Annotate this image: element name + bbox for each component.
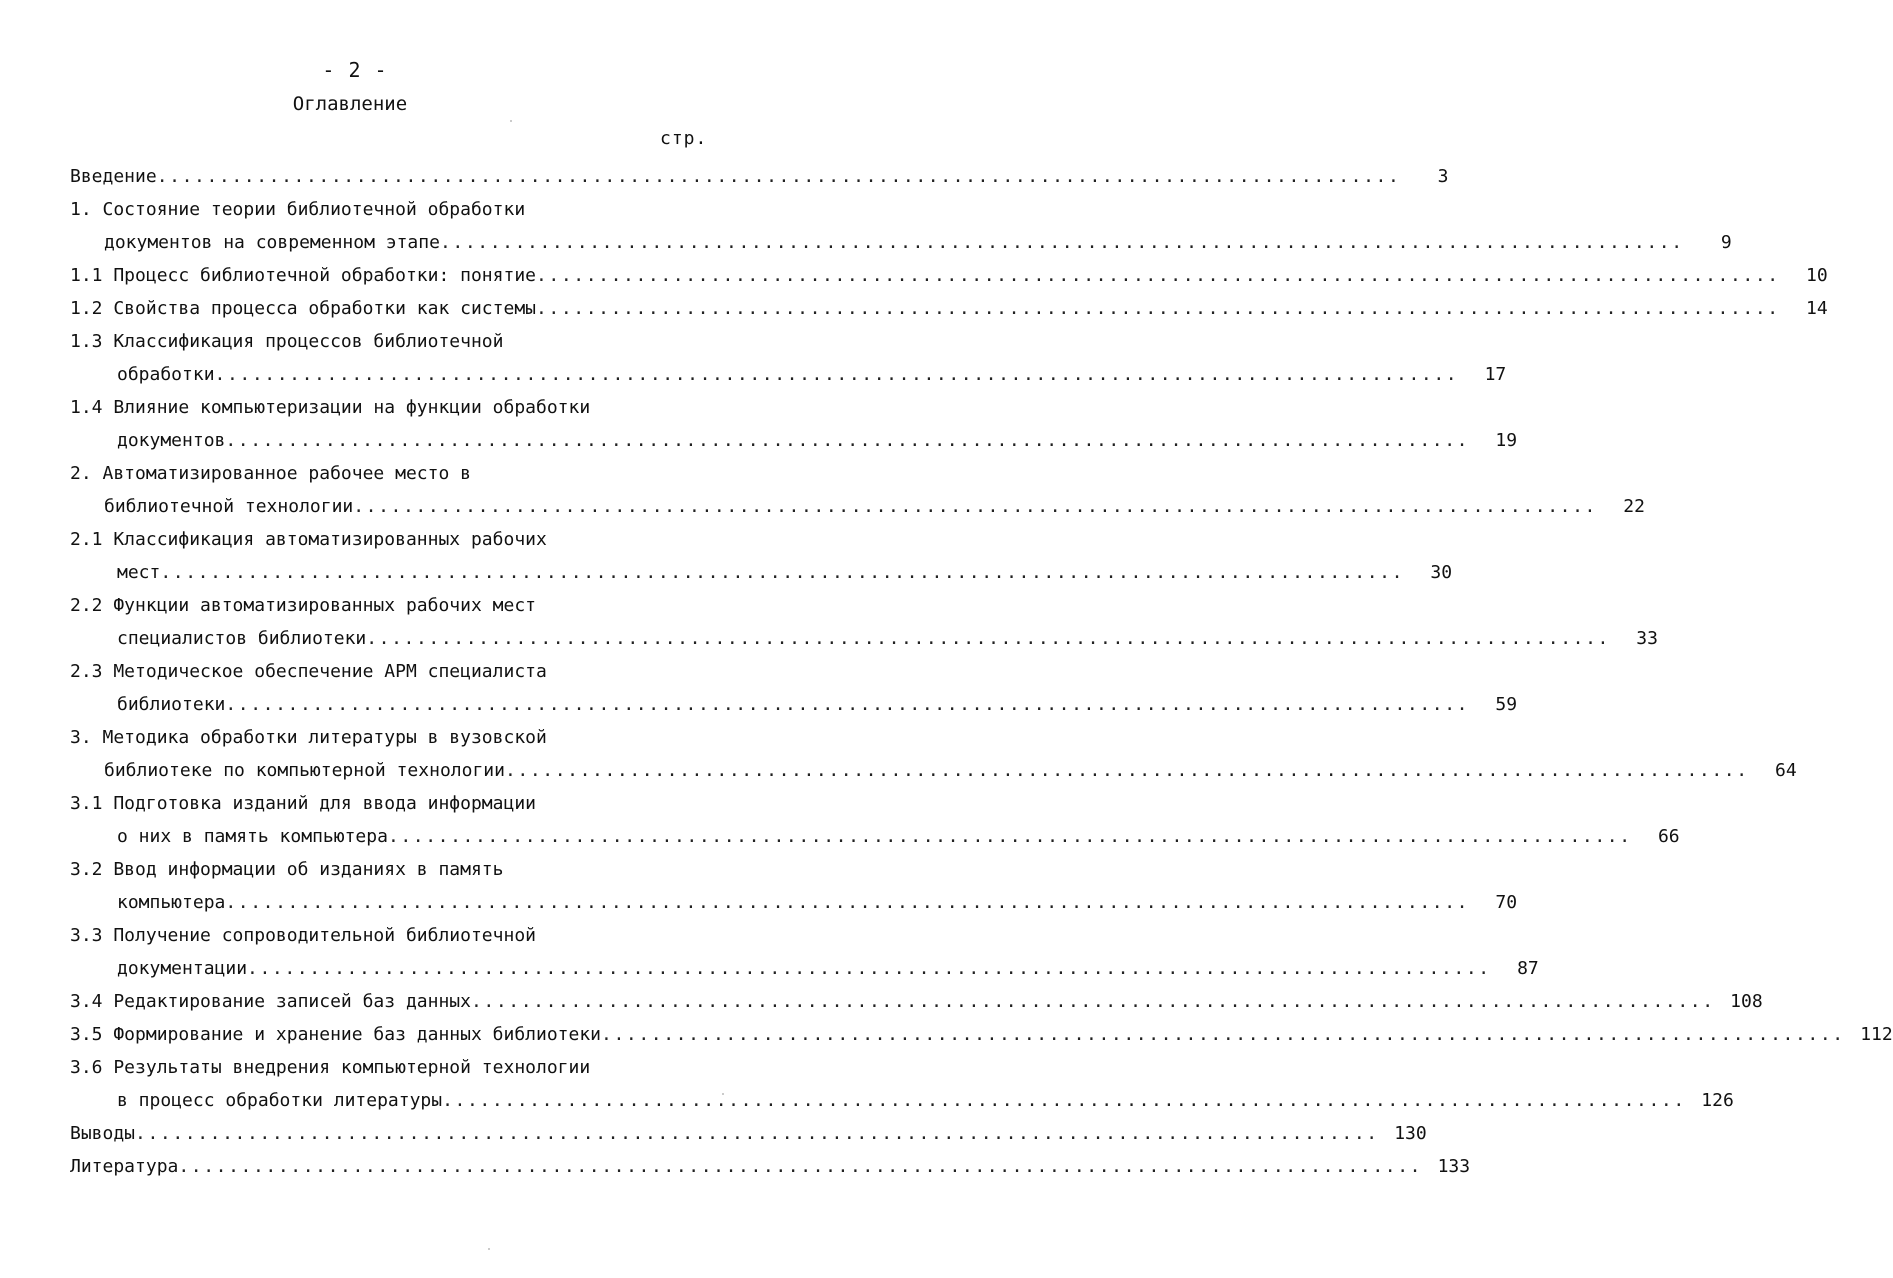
toc-line [70, 622, 1658, 655]
toc-entry-text: Выводы [70, 1123, 136, 1144]
toc-entry-text: 1.4 Влияние компьютеризации на функции обработки [70, 397, 591, 418]
dot-leader [225, 424, 1469, 457]
dot-leader [366, 622, 1610, 655]
dot-leader [225, 688, 1469, 721]
toc-page-number: 64 [1774, 760, 1797, 781]
scan-speck [510, 120, 512, 122]
toc-entry-text: Литература [70, 1156, 179, 1177]
toc-line [70, 688, 1518, 721]
toc-line [70, 820, 1680, 853]
toc-page-number: 17 [1484, 364, 1507, 385]
toc-page-number: 3 [1437, 166, 1449, 187]
toc-page-number: 30 [1430, 562, 1453, 583]
toc-line [70, 1018, 1893, 1051]
toc-line [70, 589, 718, 622]
toc-entry-text: 2. Автоматизированное рабочее место в [70, 463, 471, 484]
dot-leader [353, 490, 1597, 523]
toc-page-number: 59 [1495, 694, 1518, 715]
toc-page-number: 19 [1495, 430, 1518, 451]
toc-entry-text: 2.2 Функции автоматизированных рабочих мест [70, 595, 536, 616]
toc-line [70, 754, 1797, 787]
toc-page-number: 126 [1701, 1090, 1734, 1111]
toc-entry-text: 1. Состояние теории библиотечной обработки [70, 199, 526, 220]
toc-entry-text: документов [117, 430, 226, 451]
toc-page-number: 22 [1623, 496, 1645, 517]
toc-entry-text: 1.2 Свойства процесса обработки как системы [70, 298, 536, 319]
toc-entry-text: 3.4 Редактирование записей баз данных [70, 991, 471, 1012]
dot-leader [471, 985, 1715, 1018]
toc-line [70, 292, 1828, 325]
toc-line [70, 193, 718, 226]
toc-entry-text: библиотечной технологии [104, 496, 354, 517]
dot-leader [536, 259, 1780, 292]
toc-entry-text: 3.2 Ввод информации об изданиях в память [70, 859, 504, 880]
toc-line [70, 1051, 718, 1084]
dot-leader [160, 556, 1404, 589]
toc-line [70, 985, 1763, 1018]
toc-line [70, 556, 1453, 589]
toc-line [70, 160, 1449, 193]
toc-page-number: 10 [1806, 265, 1828, 286]
toc-page-number: 9 [1720, 232, 1732, 253]
toc-line [70, 391, 718, 424]
toc-entry-text: библиотеки [117, 694, 226, 715]
toc-line [70, 226, 1732, 259]
toc-entry-text: 3.5 Формирование и хранение баз данных библиотеки [70, 1024, 602, 1045]
toc-entry-text: 3. Методика обработки литературы в вузовской [70, 727, 547, 748]
toc-line [70, 1117, 1427, 1150]
toc-entry-text: библиотеке по компьютерной технологии [104, 760, 505, 781]
toc-entry-text: 1.3 Классификация процессов библиотечной [70, 331, 504, 352]
toc-line [70, 358, 1507, 391]
toc-line [70, 490, 1645, 523]
toc-page-number: 66 [1657, 826, 1680, 847]
toc-entry-text: 3.1 Подготовка изданий для ввода информации [70, 793, 536, 814]
toc-entry-text: документации [117, 958, 248, 979]
dot-leader [247, 952, 1491, 985]
dot-leader [157, 160, 1401, 193]
dot-leader [225, 886, 1469, 919]
table-of-contents [70, 160, 1893, 1183]
toc-page-number: 87 [1517, 958, 1539, 979]
toc-line [70, 655, 718, 688]
toc-page-number: 130 [1394, 1123, 1427, 1144]
toc-page-number: 33 [1636, 628, 1658, 649]
toc-line [70, 1150, 1471, 1183]
toc-line [70, 325, 718, 358]
toc-entry-text: компьютера [117, 892, 226, 913]
toc-page-number: 112 [1860, 1024, 1893, 1045]
toc-entry-text: 2.3 Методическое обеспечение АРМ специалиста [70, 661, 547, 682]
toc-line [70, 886, 1518, 919]
toc-entry-text: 1.1 Процесс библиотечной обработки: понятие [70, 265, 536, 286]
toc-page-number: 14 [1806, 298, 1828, 319]
toc-page-number: 70 [1495, 892, 1518, 913]
toc-line [70, 523, 718, 556]
dot-leader [135, 1117, 1379, 1150]
toc-line [70, 919, 718, 952]
toc-line [70, 952, 1539, 985]
toc-line [70, 259, 1828, 292]
toc-line [70, 424, 1518, 457]
toc-line [70, 787, 718, 820]
dot-leader [440, 226, 1684, 259]
toc-line [70, 1084, 1734, 1117]
page-title: Оглавление [292, 93, 408, 115]
toc-line [70, 853, 718, 886]
toc-entry-text: документов на современном этапе [104, 232, 440, 253]
toc-entry-text: 3.3 Получение сопроводительной библиотечной [70, 925, 536, 946]
dot-leader [536, 292, 1780, 325]
dot-leader [388, 820, 1632, 853]
dot-leader [442, 1084, 1686, 1117]
toc-entry-text: в процесс обработки литературы [117, 1090, 443, 1111]
toc-entry-text: о них в память компьютера [117, 826, 388, 847]
toc-entry-text: мест [117, 562, 161, 583]
page-column-label: стр. [660, 128, 708, 149]
dot-leader [505, 754, 1749, 787]
toc-line [70, 721, 718, 754]
dot-leader [178, 1150, 1422, 1183]
dot-leader [601, 1018, 1845, 1051]
dot-leader [215, 358, 1459, 391]
toc-entry-text: 3.6 Результаты внедрения компьютерной технологии [70, 1057, 591, 1078]
toc-line [70, 457, 718, 490]
page-number: - 2 - [322, 58, 388, 82]
scan-speck [722, 1093, 724, 1095]
scan-speck [488, 1248, 490, 1250]
toc-page-number: 133 [1437, 1156, 1471, 1177]
toc-entry-text: обработки [117, 364, 215, 385]
toc-page-number: 108 [1730, 991, 1763, 1012]
toc-entry-text: Введение [70, 166, 157, 187]
toc-entry-text: специалистов библиотеки [117, 628, 367, 649]
toc-entry-text: 2.1 Классификация автоматизированных рабочих [70, 529, 547, 550]
